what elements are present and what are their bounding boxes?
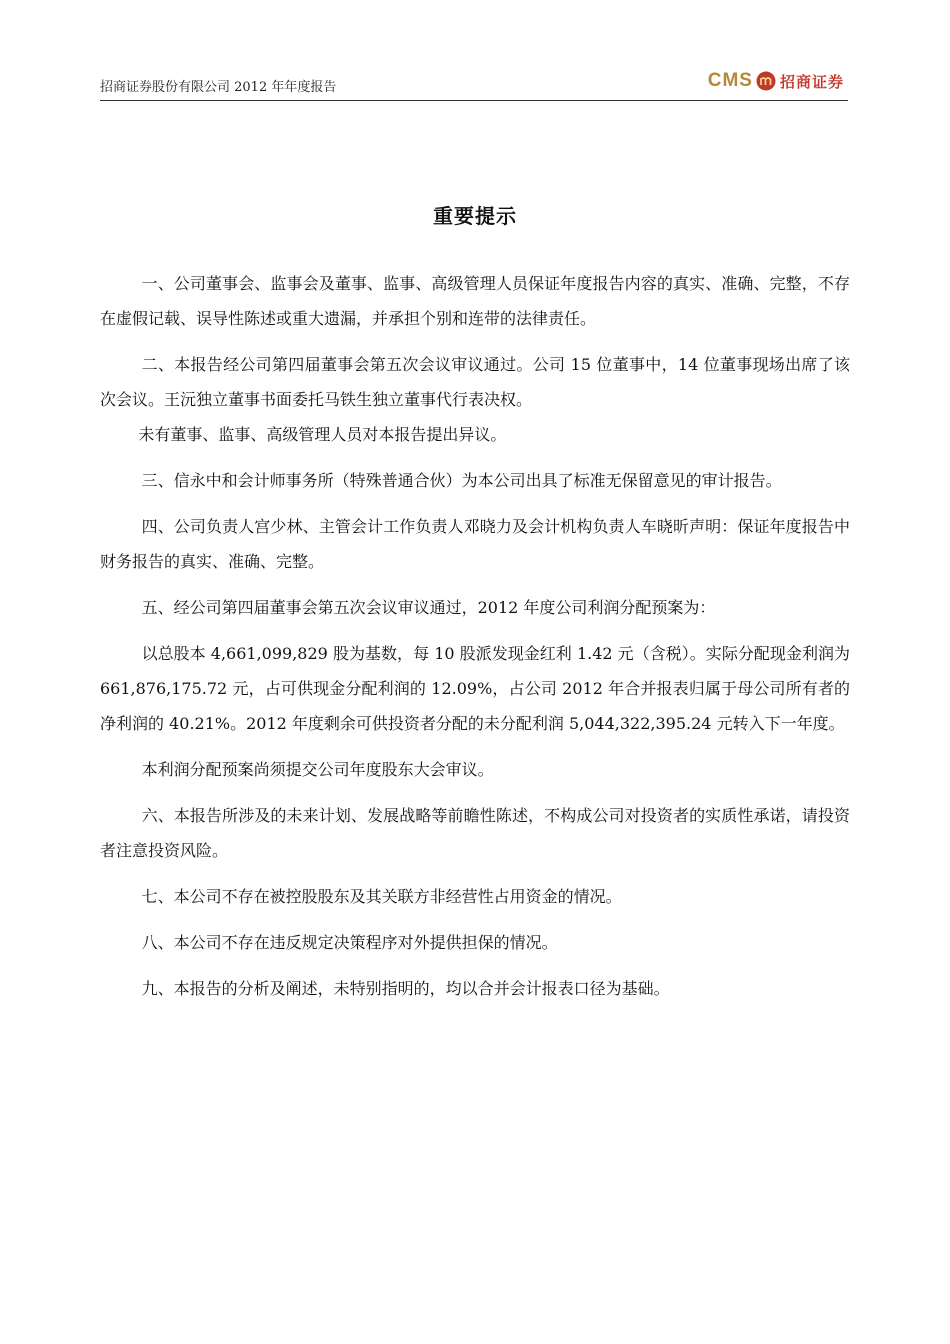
paragraph-2-note: 未有董事、监事、高级管理人员对本报告提出异议。 <box>138 425 507 444</box>
company-logo <box>708 68 844 94</box>
paragraph-7: 七、本公司不存在被控股股东及其关联方非经营性占用资金的情况。 <box>141 887 622 906</box>
page-header <box>100 62 848 101</box>
document-body <box>100 266 850 1017</box>
paragraph-5: 五、经公司第四届董事会第五次会议审议通过，2012 年度公司利润分配预案为： <box>141 598 716 617</box>
paragraph-8: 八、本公司不存在违反规定决策程序对外提供担保的情况。 <box>141 933 558 952</box>
paragraph-9: 九、本报告的分析及阐述，未特别指明的，均以合并会计报表口径为基础。 <box>141 979 670 998</box>
paragraph-4: 四、公司负责人宫少林、主管会计工作负责人邓晓力及会计机构负责人车晓昕声明：保证年度报告中财务报告的真实、准确、完整。 <box>100 517 850 571</box>
logo-latin-text: CMS <box>707 70 753 91</box>
paragraph-2: 二、本报告经公司第四届董事会第五次会议审议通过。公司 15 位董事中，14 位董事现场出席了该次会议。王沅独立董事书面委托马铁生独立董事代行表决权。 <box>100 355 850 409</box>
header-title: 招商证券股份有限公司 2012 年年度报告 <box>100 80 337 95</box>
logo-cn-text: 招商证券 <box>779 72 844 91</box>
paragraph-6: 六、本报告所涉及的未来计划、发展战略等前瞻性陈述，不构成公司对投资者的实质性承诺，请投资者注意投资风险。 <box>100 806 850 860</box>
paragraph-5-note: 本利润分配预案尚须提交公司年度股东大会审议。 <box>141 760 494 779</box>
paragraph-3: 三、信永中和会计师事务所（特殊普通合伙）为本公司出具了标准无保留意见的审计报告。 <box>141 471 782 490</box>
paragraph-1: 一、公司董事会、监事会及董事、监事、高级管理人员保证年度报告内容的真实、准确、完整，不存在虚假记载、误导性陈述或重大遗漏，并承担个别和连带的法律责任。 <box>100 274 850 328</box>
document-title: 重要提示 <box>433 204 517 228</box>
logo-emblem-icon <box>756 71 776 91</box>
paragraph-5-detail: 以总股本 4,661,099,829 股为基数，每 10 股派发现金红利 1.42 元（含税）。实际分配现金利润为 661,876,175.72 元，占可供现金分配利润的 12.09%，占公司 2012 年合并报表归属于母公司所有者的净利润的 40.21%。2012 年度剩余可供投资者分配的未分配利润 5,044,322,395.24 元转入下一年度。 <box>100 644 850 733</box>
